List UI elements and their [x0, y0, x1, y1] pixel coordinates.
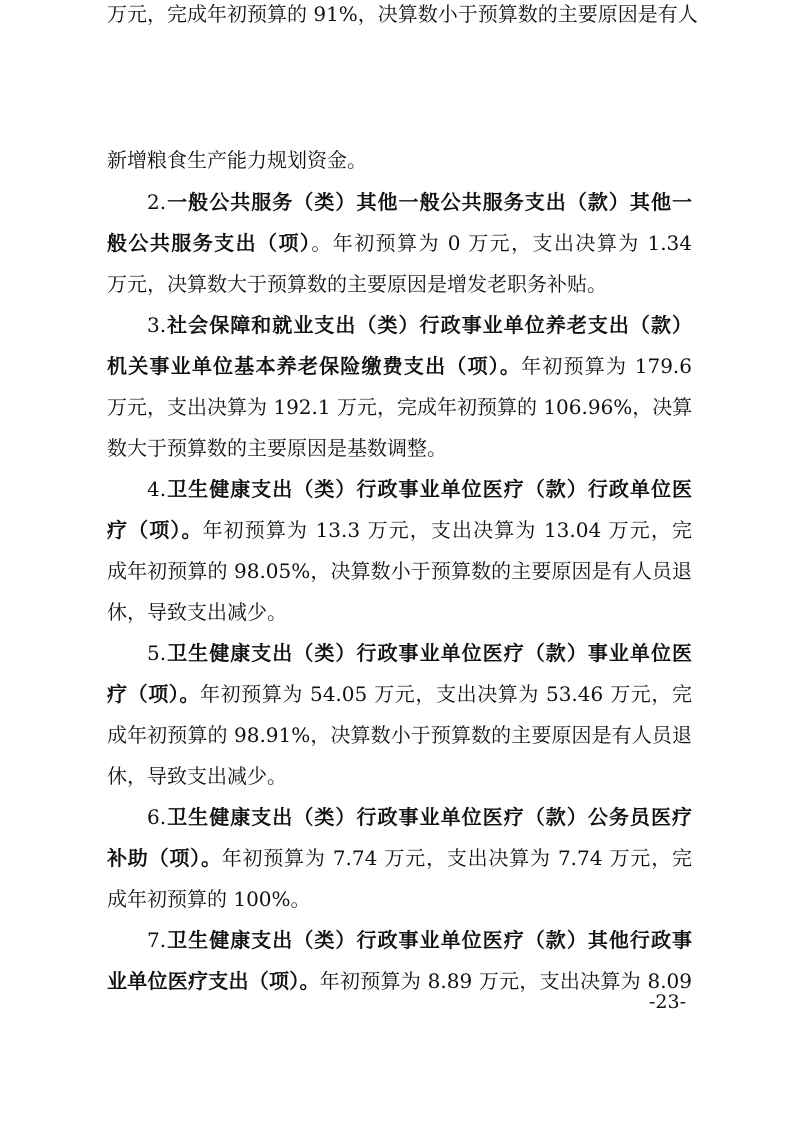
text-line — [107, 270, 692, 298]
body-text-span: 万元，决算数大于预算数的主要原因是增发老职务补贴。 — [107, 272, 607, 296]
text-line — [107, 885, 692, 913]
bold-heading-text: 机关事业单位基本养老保险缴费支出（项）。 — [107, 354, 522, 378]
text-line — [107, 393, 692, 421]
bold-heading-text: 社会保障和就业支出（类）行政事业单位养老支出（款） — [166, 313, 692, 337]
body-text-span: 2. — [147, 190, 167, 214]
body-text-span: 。年初预算为 0 万元，支出决算为 1.34 — [311, 231, 693, 255]
text-line — [107, 146, 692, 174]
body-text-span: 数大于预算数的主要原因是基数调整。 — [107, 436, 447, 460]
body-text-span: 年初预算为 7.74 万元，支出决算为 7.74 万元，完 — [221, 846, 692, 870]
body-text-span: 6. — [147, 805, 167, 829]
text-line — [147, 475, 692, 503]
body-text-span: 成年初预算的 98.91%，决算数小于预算数的主要原因是有人员退 — [107, 723, 692, 747]
text-line — [147, 926, 692, 954]
text-line — [107, 352, 692, 380]
body-text-span: 万元，完成年初预算的 91%，决算数小于预算数的主要原因是有人 — [107, 2, 698, 26]
bold-heading-text: 般公共服务支出（项） — [107, 231, 312, 255]
text-line — [147, 311, 692, 339]
text-line — [107, 721, 692, 749]
text-line — [107, 0, 698, 28]
text-line — [107, 434, 692, 462]
text-line — [147, 639, 692, 667]
bold-heading-text: 疗（项）。 — [107, 518, 203, 542]
body-text-span: 万元，支出决算为 192.1 万元，完成年初预算的 106.96%，决算 — [107, 395, 693, 419]
bold-heading-text: 卫生健康支出（类）行政事业单位医疗（款）公务员医疗 — [166, 805, 692, 829]
body-text-span: 年初预算为 13.3 万元，支出决算为 13.04 万元，完 — [202, 518, 693, 542]
page-number: -23- — [649, 991, 687, 1013]
body-text-span: 休，导致支出减少。 — [107, 600, 287, 624]
body-text-span: 新增粮食生产能力规划资金。 — [107, 148, 367, 172]
body-text-span: 5. — [147, 641, 167, 665]
bold-heading-text: 补助（项）。 — [107, 846, 222, 870]
body-text-span: 年初预算为 54.05 万元，支出决算为 53.46 万元，完 — [200, 682, 692, 706]
text-line — [107, 680, 692, 708]
bold-heading-text: 业单位医疗支出（项）。 — [107, 969, 320, 993]
text-line — [107, 844, 692, 872]
text-line — [107, 516, 692, 544]
text-line — [107, 967, 692, 995]
body-text-span: 成年初预算的 98.05%，决算数小于预算数的主要原因是有人员退 — [107, 559, 692, 583]
body-text-span: 7. — [147, 928, 167, 952]
text-line — [107, 762, 692, 790]
bold-heading-text: 一般公共服务（类）其他一般公共服务支出（款）其他一 — [166, 190, 692, 214]
bold-heading-text: 卫生健康支出（类）行政事业单位医疗（款）事业单位医 — [166, 641, 692, 665]
body-text-span: 年初预算为 8.89 万元，支出决算为 8.09 — [319, 969, 692, 993]
bold-heading-text: 卫生健康支出（类）行政事业单位医疗（款）其他行政事 — [166, 928, 692, 952]
text-line — [147, 803, 692, 831]
body-text-span: 4. — [147, 477, 167, 501]
body-text-span: 休，导致支出减少。 — [107, 764, 287, 788]
text-line — [107, 229, 692, 257]
bold-heading-text: 疗（项）。 — [107, 682, 201, 706]
text-line — [107, 557, 692, 585]
text-line — [147, 188, 692, 216]
bold-heading-text: 卫生健康支出（类）行政事业单位医疗（款）行政单位医 — [166, 477, 692, 501]
body-text-span: 成年初预算的 100%。 — [107, 887, 311, 911]
text-line — [107, 598, 692, 626]
body-text-span: 3. — [147, 313, 167, 337]
body-text-span: 年初预算为 179.6 — [521, 354, 692, 378]
